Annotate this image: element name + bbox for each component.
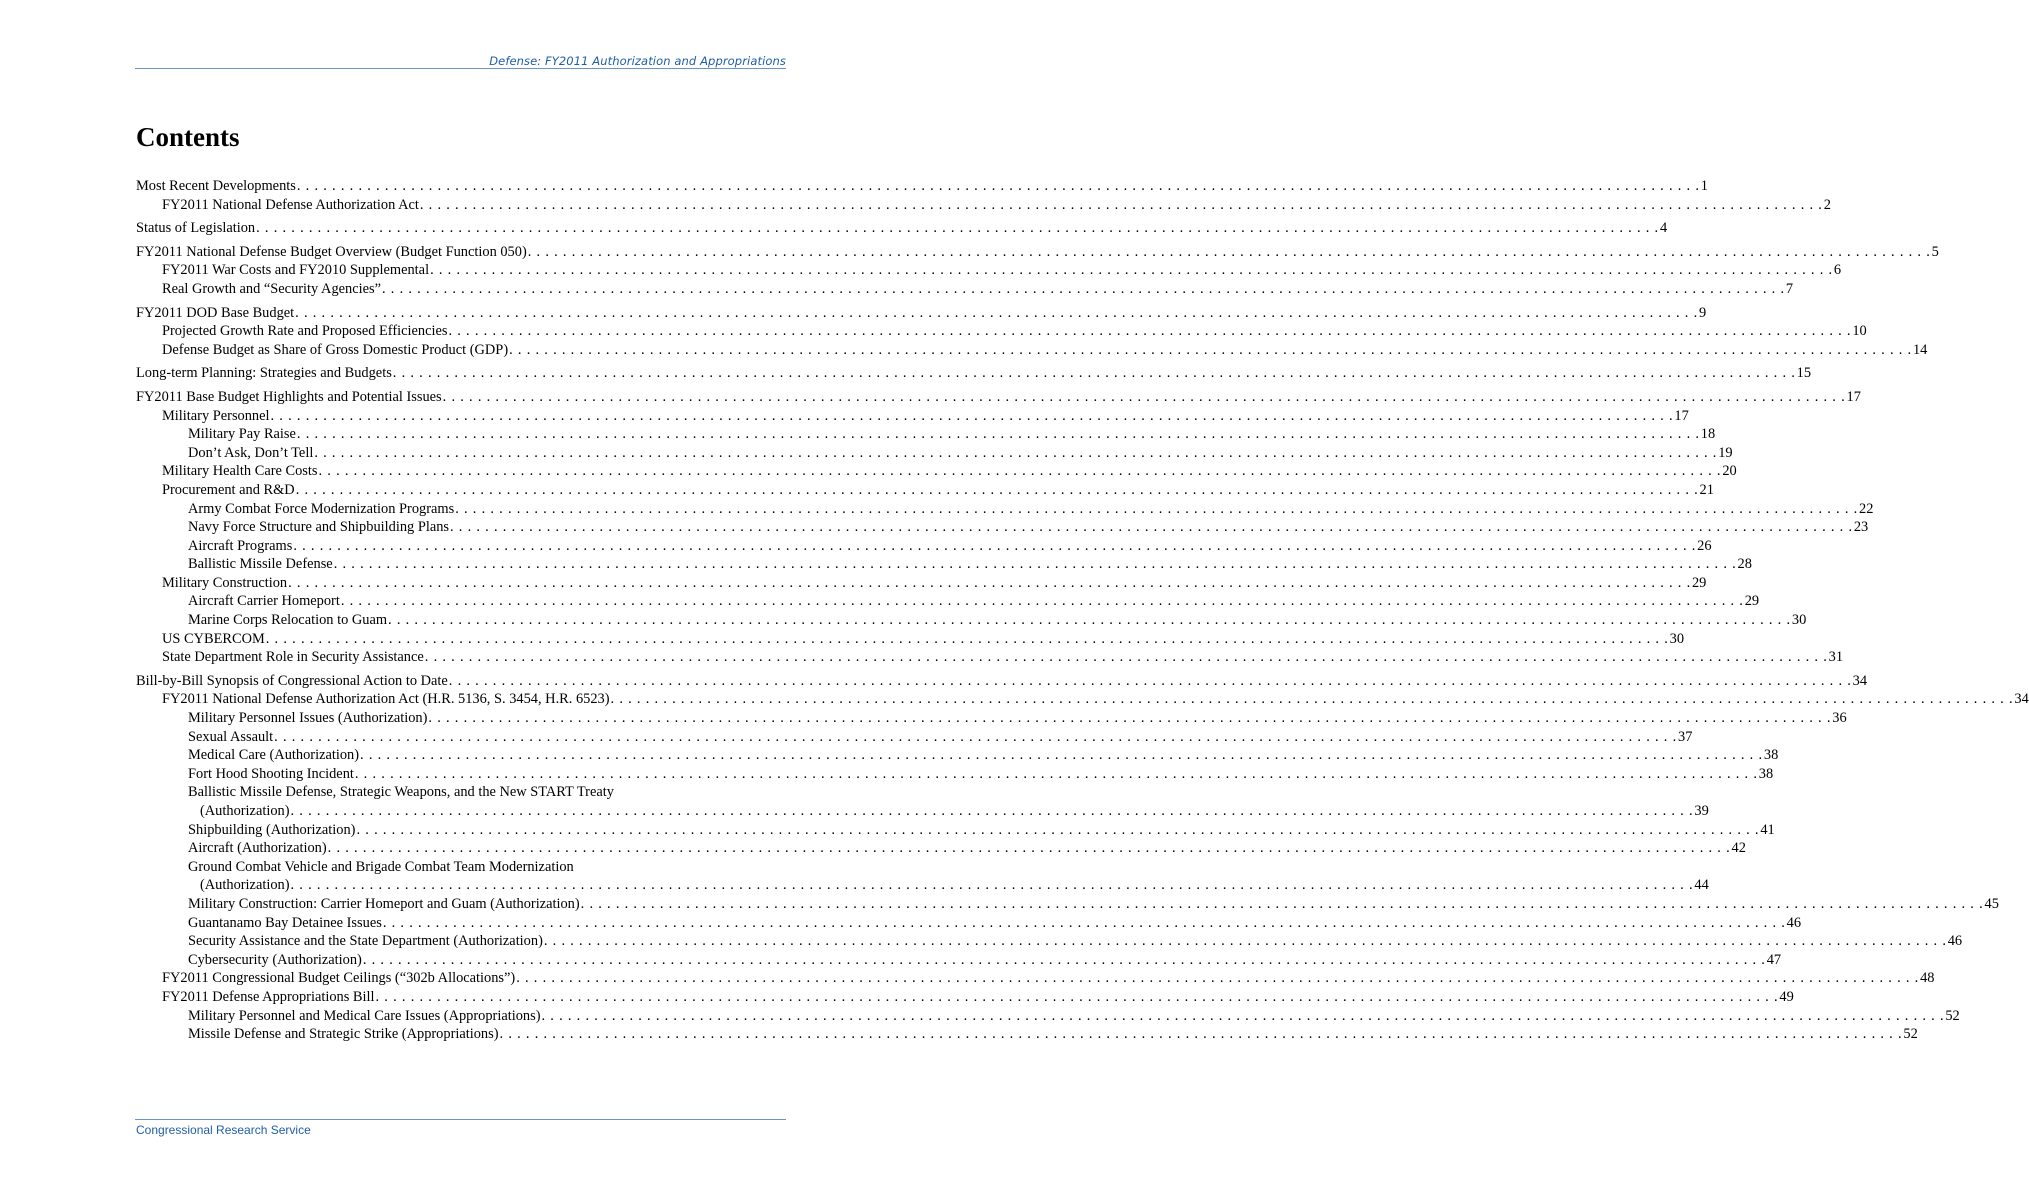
dot-leader: . . . . . . . . . . . . . . . . . . . . . . . . . . . . . . . . . . . . . . . . . . . . . . . . . . . . . . . . . . . . . . . . . . . . . . . . . . . . . . . . . . . . . . . . . . . . . . . . . . . . . . . . . . . . . . . . . . . . . . . . . . . . . . . . . . . . . . . . . . . . . . . . . . . . . . . . . . . . . . . . xyxy=(516,970,1920,987)
dot-leader: . . . . . . . . . . . . . . . . . . . . . . . . . . . . . . . . . . . . . . . . . . . . . . . . . . . . . . . . . . . . . . . . . . . . . . . . . . . . . . . . . . . . . . . . . . . . . . . . . . . . . . . . . . . . . . . . . . . . . . . . . . . . . . . . . . . . . . . . . . . . . . . . . . . . . . . . . . . . . . . . xyxy=(295,481,1699,498)
dot-leader: . . . . . . . . . . . . . . . . . . . . . . . . . . . . . . . . . . . . . . . . . . . . . . . . . . . . . . . . . . . . . . . . . . . . . . . . . . . . . . . . . . . . . . . . . . . . . . . . . . . . . . . . . . . . . . . . . . . . . . . . . . . . . . . . . . . . . . . . . . . . . . . . . . . . . . . . . . . . . . . . xyxy=(448,323,1852,340)
dot-leader: . . . . . . . . . . . . . . . . . . . . . . . . . . . . . . . . . . . . . . . . . . . . . . . . . . . . . . . . . . . . . . . . . . . . . . . . . . . . . . . . . . . . . . . . . . . . . . . . . . . . . . . . . . . . . . . . . . . . . . . . . . . . . . . . . . . . . . . . . . . . . . . . . . . . . . . . . . . . . . . . xyxy=(293,537,1697,554)
toc-page-number: 38 xyxy=(1758,765,1774,782)
toc-entry[interactable] xyxy=(136,914,1802,933)
toc-entry[interactable] xyxy=(136,364,1812,383)
toc-page-number: 20 xyxy=(1722,463,1737,480)
toc-entry[interactable] xyxy=(136,341,1928,360)
dot-leader: . . . . . . . . . . . . . . . . . . . . . . . . . . . . . . . . . . . . . . . . . . . . . . . . . . . . . . . . . . . . . . . . . . . . . . . . . . . . . . . . . . . . . . . . . . . . . . . . . . . . . . . . . . . . . . . . . . . . . . . . . . . . . . . . . . . . . . . . . . . . . . . . . . . . . . . . . . . . . . . . xyxy=(290,803,1694,819)
dot-leader: . . . . . . . . . . . . . . . . . . . . . . . . . . . . . . . . . . . . . . . . . . . . . . . . . . . . . . . . . . . . . . . . . . . . . . . . . . . . . . . . . . . . . . . . . . . . . . . . . . . . . . . . . . . . . . . . . . . . . . . . . . . . . . . . . . . . . . . . . . . . . . . . . . . . . . . . . . . . . . . . xyxy=(296,426,1700,443)
toc-page-number: 37 xyxy=(1678,728,1693,745)
toc-entry[interactable] xyxy=(136,518,1869,537)
toc-entry[interactable] xyxy=(136,988,1794,1007)
dot-leader: . . . . . . . . . . . . . . . . . . . . . . . . . . . . . . . . . . . . . . . . . . . . . . . . . . . . . . . . . . . . . . . . . . . . . . . . . . . . . . . . . . . . . . . . . . . . . . . . . . . . . . . . . . . . . . . . . . . . . . . . . . . . . . . . . . . . . . . . . . . . . . . . . . . . . . . . . . . . . . . . xyxy=(610,691,2014,708)
toc-entry-title: Aircraft (Authorization) xyxy=(188,840,327,857)
toc-entry[interactable] xyxy=(136,783,785,802)
footer-publisher: Congressional Research Service xyxy=(136,1123,311,1137)
toc-page-number: 19 xyxy=(1718,444,1733,461)
toc-entry-title: FY2011 National Defense Authorization Act xyxy=(162,196,419,213)
toc-page-number: 38 xyxy=(1763,747,1779,764)
toc-entry[interactable] xyxy=(136,858,785,877)
toc-entry[interactable] xyxy=(136,280,1794,299)
toc-entry-title: Cybersecurity (Authorization) xyxy=(188,951,362,968)
dot-leader: . . . . . . . . . . . . . . . . . . . . . . . . . . . . . . . . . . . . . . . . . . . . . . . . . . . . . . . . . . . . . . . . . . . . . . . . . . . . . . . . . . . . . . . . . . . . . . . . . . . . . . . . . . . . . . . . . . . . . . . . . . . . . . . . . . . . . . . . . . . . . . . . . . . . . . . . . . . . . . . . xyxy=(256,220,1659,237)
toc-page-number: 46 xyxy=(1786,914,1802,931)
toc-entry[interactable] xyxy=(136,709,1847,728)
toc-entry-title: Security Assistance and the State Department (Authorization) xyxy=(188,933,543,950)
toc-entry-title: FY2011 National Defense Budget Overview (Budget Function 050) xyxy=(136,243,527,260)
toc-entry[interactable] xyxy=(136,746,1779,765)
dot-leader: . . . . . . . . . . . . . . . . . . . . . . . . . . . . . . . . . . . . . . . . . . . . . . . . . . . . . . . . . . . . . . . . . . . . . . . . . . . . . . . . . . . . . . . . . . . . . . . . . . . . . . . . . . . . . . . . . . . . . . . . . . . . . . . . . . . . . . . . . . . . . . . . . . . . . . . . . . . . . . . . xyxy=(382,914,1786,931)
dot-leader: . . . . . . . . . . . . . . . . . . . . . . . . . . . . . . . . . . . . . . . . . . . . . . . . . . . . . . . . . . . . . . . . . . . . . . . . . . . . . . . . . . . . . . . . . . . . . . . . . . . . . . . . . . . . . . . . . . . . . . . . . . . . . . . . . . . . . . . . . . . . . . . . . . . . . . . . . . . . . . . . xyxy=(356,821,1760,838)
dot-leader: . . . . . . . . . . . . . . . . . . . . . . . . . . . . . . . . . . . . . . . . . . . . . . . . . . . . . . . . . . . . . . . . . . . . . . . . . . . . . . . . . . . . . . . . . . . . . . . . . . . . . . . . . . . . . . . . . . . . . . . . . . . . . . . . . . . . . . . . . . . . . . . . . . . . . . . . . . . . . . . . xyxy=(354,765,1758,782)
toc-entry-title: Don’t Ask, Don’t Tell xyxy=(188,444,314,461)
toc-entry[interactable] xyxy=(136,1025,1918,1044)
dot-leader: . . . . . . . . . . . . . . . . . . . . . . . . . . . . . . . . . . . . . . . . . . . . . . . . . . . . . . . . . . . . . . . . . . . . . . . . . . . . . . . . . . . . . . . . . . . . . . . . . . . . . . . . . . . . . . . . . . . . . . . . . . . . . . . . . . . . . . . . . . . . . . . . . . . . . . . . . . . . . . . . xyxy=(382,280,1785,297)
toc-page-number: 48 xyxy=(1920,970,1935,987)
toc-entry[interactable] xyxy=(136,969,1935,988)
toc-entry[interactable] xyxy=(136,177,1708,196)
toc-entry[interactable] xyxy=(136,537,1712,556)
toc-entry-continuation[interactable] xyxy=(136,802,1709,821)
toc-page-number: 17 xyxy=(1674,407,1689,424)
toc-page-number: 31 xyxy=(1828,649,1844,666)
running-header: Defense: FY2011 Authorization and Appropriations xyxy=(489,54,786,68)
toc-entry-title: Ballistic Missile Defense, Strategic Weapons, and the New START Treaty xyxy=(188,784,614,801)
toc-entry-title: Long-term Planning: Strategies and Budgets xyxy=(136,365,392,382)
toc-entry[interactable] xyxy=(136,388,1861,407)
toc-entry-title: Military Pay Raise xyxy=(188,426,296,443)
toc-page-number: 52 xyxy=(1945,1007,1960,1024)
dot-leader: . . . . . . . . . . . . . . . . . . . . . . . . . . . . . . . . . . . . . . . . . . . . . . . . . . . . . . . . . . . . . . . . . . . . . . . . . . . . . . . . . . . . . . . . . . . . . . . . . . . . . . . . . . . . . . . . . . . . . . . . . . . . . . . . . . . . . . . . . . . . . . . . . . . . . . . . . . . . . . . . xyxy=(580,895,1984,912)
toc-entry[interactable] xyxy=(136,839,1746,858)
toc-entry-title: Bill-by-Bill Synopsis of Congressional Action to Date xyxy=(136,672,448,689)
toc-entry[interactable] xyxy=(136,932,1963,951)
toc-page-number: 36 xyxy=(1832,710,1847,727)
toc-page-number: 29 xyxy=(1691,574,1707,591)
dot-leader: . . . . . . . . . . . . . . . . . . . . . . . . . . . . . . . . . . . . . . . . . . . . . . . . . . . . . . . . . . . . . . . . . . . . . . . . . . . . . . . . . . . . . . . . . . . . . . . . . . . . . . . . . . . . . . . . . . . . . . . . . . . . . . . . . . . . . . . . . . . . . . . . . . . . . . . . . . . . . . . . xyxy=(450,519,1853,536)
toc-entry[interactable] xyxy=(136,481,1714,500)
toc-entry-title: FY2011 DOD Base Budget xyxy=(136,304,295,321)
dot-leader: . . . . . . . . . . . . . . . . . . . . . . . . . . . . . . . . . . . . . . . . . . . . . . . . . . . . . . . . . . . . . . . . . . . . . . . . . . . . . . . . . . . . . . . . . . . . . . . . . . . . . . . . . . . . . . . . . . . . . . . . . . . . . . . . . . . . . . . . . . . . . . . . . . . . . . . . . . . . . . . . xyxy=(290,877,1694,894)
dot-leader: . . . . . . . . . . . . . . . . . . . . . . . . . . . . . . . . . . . . . . . . . . . . . . . . . . . . . . . . . . . . . . . . . . . . . . . . . . . . . . . . . . . . . . . . . . . . . . . . . . . . . . . . . . . . . . . . . . . . . . . . . . . . . . . . . . . . . . . . . . . . . . . . . . . . . . . . . . . . . . . . xyxy=(509,341,1912,358)
toc-entry[interactable] xyxy=(136,630,1685,649)
dot-leader: . . . . . . . . . . . . . . . . . . . . . . . . . . . . . . . . . . . . . . . . . . . . . . . . . . . . . . . . . . . . . . . . . . . . . . . . . . . . . . . . . . . . . . . . . . . . . . . . . . . . . . . . . . . . . . . . . . . . . . . . . . . . . . . . . . . . . . . . . . . . . . . . . . . . . . . . . . . . . . . . xyxy=(499,1026,1903,1043)
dot-leader: . . . . . . . . . . . . . . . . . . . . . . . . . . . . . . . . . . . . . . . . . . . . . . . . . . . . . . . . . . . . . . . . . . . . . . . . . . . . . . . . . . . . . . . . . . . . . . . . . . . . . . . . . . . . . . . . . . . . . . . . . . . . . . . . . . . . . . . . . . . . . . . . . . . . . . . . . . . . . . . . xyxy=(428,710,1832,727)
toc-entry-title: Army Combat Force Modernization Programs xyxy=(188,500,455,517)
toc-entry-title: Fort Hood Shooting Incident xyxy=(188,765,354,782)
toc-page-number: 34 xyxy=(1852,672,1868,689)
toc-entry-title: Ground Combat Vehicle and Brigade Combat Team Modernization xyxy=(188,858,574,875)
toc-entry-title: Missile Defense and Strategic Strike (Appropriations) xyxy=(188,1026,499,1043)
dot-leader: . . . . . . . . . . . . . . . . . . . . . . . . . . . . . . . . . . . . . . . . . . . . . . . . . . . . . . . . . . . . . . . . . . . . . . . . . . . . . . . . . . . . . . . . . . . . . . . . . . . . . . . . . . . . . . . . . . . . . . . . . . . . . . . . . . . . . . . . . . . . . . . . . . . . . . . . . . . . . . . . xyxy=(455,500,1859,517)
toc-entry[interactable] xyxy=(136,407,1689,426)
toc-page-number: 22 xyxy=(1859,500,1874,517)
contents-title: Contents xyxy=(136,122,240,152)
toc-entry[interactable] xyxy=(136,592,1760,611)
dot-leader: . . . . . . . . . . . . . . . . . . . . . . . . . . . . . . . . . . . . . . . . . . . . . . . . . . . . . . . . . . . . . . . . . . . . . . . . . . . . . . . . . . . . . . . . . . . . . . . . . . . . . . . . . . . . . . . . . . . . . . . . . . . . . . . . . . . . . . . . . . . . . . . . . . . . . . . . . . . . . . . . xyxy=(340,593,1744,610)
toc-page-number: 4 xyxy=(1659,220,1668,237)
dot-leader: . . . . . . . . . . . . . . . . . . . . . . . . . . . . . . . . . . . . . . . . . . . . . . . . . . . . . . . . . . . . . . . . . . . . . . . . . . . . . . . . . . . . . . . . . . . . . . . . . . . . . . . . . . . . . . . . . . . . . . . . . . . . . . . . . . . . . . . . . . . . . . . . . . . . . . . . . . . . . . . . xyxy=(274,728,1678,745)
toc-page-number: 6 xyxy=(1833,262,1842,279)
dot-leader: . . . . . . . . . . . . . . . . . . . . . . . . . . . . . . . . . . . . . . . . . . . . . . . . . . . . . . . . . . . . . . . . . . . . . . . . . . . . . . . . . . . . . . . . . . . . . . . . . . . . . . . . . . . . . . . . . . . . . . . . . . . . . . . . . . . . . . . . . . . . . . . . . . . . . . . . . . . . . . . . xyxy=(360,747,1763,764)
toc-entry-title: Aircraft Programs xyxy=(188,537,293,554)
toc-entry-title: FY2011 Defense Appropriations Bill xyxy=(162,988,375,1005)
toc-page-number: 14 xyxy=(1912,341,1928,358)
dot-leader: . . . . . . . . . . . . . . . . . . . . . . . . . . . . . . . . . . . . . . . . . . . . . . . . . . . . . . . . . . . . . . . . . . . . . . . . . . . . . . . . . . . . . . . . . . . . . . . . . . . . . . . . . . . . . . . . . . . . . . . . . . . . . . . . . . . . . . . . . . . . . . . . . . . . . . . . . . . . . . . . xyxy=(362,951,1766,968)
toc-entry[interactable] xyxy=(136,672,1868,691)
toc-entry-title: Ballistic Missile Defense xyxy=(188,556,333,573)
toc-entry[interactable] xyxy=(136,765,1774,784)
toc-page-number: 9 xyxy=(1699,304,1707,321)
toc-entry-title: Military Construction: Carrier Homeport and Guam (Authorization) xyxy=(188,895,580,912)
toc-page-number: 23 xyxy=(1853,519,1869,536)
toc-page-number: 17 xyxy=(1846,388,1861,405)
toc-entry-title: Marine Corps Relocation to Guam xyxy=(188,612,388,629)
toc-entry[interactable] xyxy=(136,462,1737,481)
toc-entry-continuation[interactable] xyxy=(136,876,1709,895)
toc-page-number: 26 xyxy=(1697,537,1712,554)
toc-entry[interactable] xyxy=(136,728,1693,747)
dot-leader: . . . . . . . . . . . . . . . . . . . . . . . . . . . . . . . . . . . . . . . . . . . . . . . . . . . . . . . . . . . . . . . . . . . . . . . . . . . . . . . . . . . . . . . . . . . . . . . . . . . . . . . . . . . . . . . . . . . . . . . . . . . . . . . . . . . . . . . . . . . . . . . . . . . . . . . . . . . . . . . . xyxy=(327,840,1731,857)
toc-page-number: 42 xyxy=(1731,840,1746,857)
dot-leader: . . . . . . . . . . . . . . . . . . . . . . . . . . . . . . . . . . . . . . . . . . . . . . . . . . . . . . . . . . . . . . . . . . . . . . . . . . . . . . . . . . . . . . . . . . . . . . . . . . . . . . . . . . . . . . . . . . . . . . . . . . . . . . . . . . . . . . . . . . . . . . . . . . . . . . . . . . . . . . . . xyxy=(543,933,1947,950)
toc-entry-title: Most Recent Developments xyxy=(136,178,296,194)
toc-entry-title: Military Personnel xyxy=(162,407,270,424)
toc-page-number: 52 xyxy=(1903,1026,1918,1043)
toc-entry[interactable] xyxy=(136,648,1844,667)
toc-entry[interactable] xyxy=(136,611,1807,630)
toc-entry[interactable] xyxy=(136,951,1782,970)
toc-page-number: 7 xyxy=(1785,280,1794,297)
toc-page-number: 46 xyxy=(1947,933,1963,950)
toc-entry-title-continued: (Authorization) xyxy=(200,803,290,819)
table-of-contents xyxy=(136,177,2029,1044)
toc-page-number: 45 xyxy=(1984,895,1999,912)
dot-leader: . . . . . . . . . . . . . . . . . . . . . . . . . . . . . . . . . . . . . . . . . . . . . . . . . . . . . . . . . . . . . . . . . . . . . . . . . . . . . . . . . . . . . . . . . . . . . . . . . . . . . . . . . . . . . . . . . . . . . . . . . . . . . . . . . . . . . . . . . . . . . . . . . . . . . . . . . . . . . . . . xyxy=(419,196,1823,213)
toc-entry-title: Sexual Assault xyxy=(188,728,274,745)
toc-entry-title: Defense Budget as Share of Gross Domestic Product (GDP) xyxy=(162,341,509,358)
toc-entry-title: Aircraft Carrier Homeport xyxy=(188,593,340,610)
toc-page-number: 10 xyxy=(1852,323,1867,340)
toc-page-number: 5 xyxy=(1931,243,1939,260)
dot-leader: . . . . . . . . . . . . . . . . . . . . . . . . . . . . . . . . . . . . . . . . . . . . . . . . . . . . . . . . . . . . . . . . . . . . . . . . . . . . . . . . . . . . . . . . . . . . . . . . . . . . . . . . . . . . . . . . . . . . . . . . . . . . . . . . . . . . . . . . . . . . . . . . . . . . . . . . . . . . . . . . xyxy=(392,365,1796,382)
toc-entry-title: Status of Legislation xyxy=(136,220,256,237)
footer-rule xyxy=(135,1119,786,1120)
toc-entry[interactable] xyxy=(136,219,1668,238)
dot-leader: . . . . . . . . . . . . . . . . . . . . . . . . . . . . . . . . . . . . . . . . . . . . . . . . . . . . . . . . . . . . . . . . . . . . . . . . . . . . . . . . . . . . . . . . . . . . . . . . . . . . . . . . . . . . . . . . . . . . . . . . . . . . . . . . . . . . . . . . . . . . . . . . . . . . . . . . . . . . . . . . xyxy=(333,556,1737,573)
toc-page-number: 44 xyxy=(1694,877,1709,894)
dot-leader: . . . . . . . . . . . . . . . . . . . . . . . . . . . . . . . . . . . . . . . . . . . . . . . . . . . . . . . . . . . . . . . . . . . . . . . . . . . . . . . . . . . . . . . . . . . . . . . . . . . . . . . . . . . . . . . . . . . . . . . . . . . . . . . . . . . . . . . . . . . . . . . . . . . . . . . . . . . . . . . . xyxy=(375,988,1779,1005)
dot-leader: . . . . . . . . . . . . . . . . . . . . . . . . . . . . . . . . . . . . . . . . . . . . . . . . . . . . . . . . . . . . . . . . . . . . . . . . . . . . . . . . . . . . . . . . . . . . . . . . . . . . . . . . . . . . . . . . . . . . . . . . . . . . . . . . . . . . . . . . . . . . . . . . . . . . . . . . . . . . . . . . xyxy=(541,1007,1945,1024)
dot-leader: . . . . . . . . . . . . . . . . . . . . . . . . . . . . . . . . . . . . . . . . . . . . . . . . . . . . . . . . . . . . . . . . . . . . . . . . . . . . . . . . . . . . . . . . . . . . . . . . . . . . . . . . . . . . . . . . . . . . . . . . . . . . . . . . . . . . . . . . . . . . . . . . . . . . . . . . . . . . . . . . xyxy=(388,612,1791,629)
toc-entry-title: State Department Role in Security Assistance xyxy=(162,649,424,666)
toc-entry-title: Procurement and R&D xyxy=(162,481,295,498)
toc-entry[interactable] xyxy=(136,425,1716,444)
toc-entry[interactable] xyxy=(136,196,1831,215)
toc-entry-title: US CYBERCOM xyxy=(162,630,265,647)
toc-entry[interactable] xyxy=(136,1007,1960,1026)
dot-leader: . . . . . . . . . . . . . . . . . . . . . . . . . . . . . . . . . . . . . . . . . . . . . . . . . . . . . . . . . . . . . . . . . . . . . . . . . . . . . . . . . . . . . . . . . . . . . . . . . . . . . . . . . . . . . . . . . . . . . . . . . . . . . . . . . . . . . . . . . . . . . . . . . . . . . . . . . . . . . . . . xyxy=(448,672,1852,689)
toc-page-number: 47 xyxy=(1766,951,1782,968)
dot-leader: . . . . . . . . . . . . . . . . . . . . . . . . . . . . . . . . . . . . . . . . . . . . . . . . . . . . . . . . . . . . . . . . . . . . . . . . . . . . . . . . . . . . . . . . . . . . . . . . . . . . . . . . . . . . . . . . . . . . . . . . . . . . . . . . . . . . . . . . . . . . . . . . . . . . . . . . . . . . . . . . xyxy=(430,262,1833,279)
toc-entry[interactable] xyxy=(136,895,1999,914)
toc-entry-title: FY2011 National Defense Authorization Act (H.R. 5136, S. 3454, H.R. 6523) xyxy=(162,691,610,708)
toc-entry[interactable] xyxy=(136,690,2029,709)
toc-entry[interactable] xyxy=(136,444,1733,463)
toc-entry-title: Military Personnel Issues (Authorization) xyxy=(188,710,428,727)
toc-entry-title: Projected Growth Rate and Proposed Efficiencies xyxy=(162,323,448,340)
toc-entry-title: Military Construction xyxy=(162,574,288,591)
toc-page-number: 18 xyxy=(1700,426,1716,443)
toc-entry-title: Guantanamo Bay Detainee Issues xyxy=(188,914,382,931)
toc-page-number: 15 xyxy=(1796,365,1812,382)
toc-entry-title: FY2011 Congressional Budget Ceilings (“302b Allocations”) xyxy=(162,970,516,987)
toc-entry[interactable] xyxy=(136,322,1867,341)
toc-entry[interactable] xyxy=(136,500,1874,519)
toc-entry[interactable] xyxy=(136,821,1775,840)
toc-page-number: 30 xyxy=(1791,612,1807,629)
toc-entry-title: Shipbuilding (Authorization) xyxy=(188,821,356,838)
toc-page-number: 28 xyxy=(1737,556,1752,573)
toc-entry[interactable] xyxy=(136,243,1939,262)
toc-entry-title: Real Growth and “Security Agencies” xyxy=(162,280,381,297)
toc-page-number: 41 xyxy=(1760,821,1775,838)
toc-entry-title: FY2011 Base Budget Highlights and Potential Issues xyxy=(136,388,442,405)
toc-page-number: 34 xyxy=(2014,691,2029,708)
dot-leader: . . . . . . . . . . . . . . . . . . . . . . . . . . . . . . . . . . . . . . . . . . . . . . . . . . . . . . . . . . . . . . . . . . . . . . . . . . . . . . . . . . . . . . . . . . . . . . . . . . . . . . . . . . . . . . . . . . . . . . . . . . . . . . . . . . . . . . . . . . . . . . . . . . . . . . . . . . . . . . . . xyxy=(288,574,1691,591)
dot-leader: . . . . . . . . . . . . . . . . . . . . . . . . . . . . . . . . . . . . . . . . . . . . . . . . . . . . . . . . . . . . . . . . . . . . . . . . . . . . . . . . . . . . . . . . . . . . . . . . . . . . . . . . . . . . . . . . . . . . . . . . . . . . . . . . . . . . . . . . . . . . . . . . . . . . . . . . . . . . . . . . xyxy=(527,243,1931,260)
dot-leader: . . . . . . . . . . . . . . . . . . . . . . . . . . . . . . . . . . . . . . . . . . . . . . . . . . . . . . . . . . . . . . . . . . . . . . . . . . . . . . . . . . . . . . . . . . . . . . . . . . . . . . . . . . . . . . . . . . . . . . . . . . . . . . . . . . . . . . . . . . . . . . . . . . . . . . . . . . . . . . . . xyxy=(442,388,1846,405)
toc-entry[interactable] xyxy=(136,574,1707,593)
toc-entry-title: Medical Care (Authorization) xyxy=(188,747,360,764)
dot-leader: . . . . . . . . . . . . . . . . . . . . . . . . . . . . . . . . . . . . . . . . . . . . . . . . . . . . . . . . . . . . . . . . . . . . . . . . . . . . . . . . . . . . . . . . . . . . . . . . . . . . . . . . . . . . . . . . . . . . . . . . . . . . . . . . . . . . . . . . . . . . . . . . . . . . . . . . . . . . . . . . xyxy=(295,304,1699,321)
toc-entry[interactable] xyxy=(136,555,1752,574)
toc-page-number: 39 xyxy=(1694,803,1709,819)
dot-leader: . . . . . . . . . . . . . . . . . . . . . . . . . . . . . . . . . . . . . . . . . . . . . . . . . . . . . . . . . . . . . . . . . . . . . . . . . . . . . . . . . . . . . . . . . . . . . . . . . . . . . . . . . . . . . . . . . . . . . . . . . . . . . . . . . . . . . . . . . . . . . . . . . . . . . . . . . . . . . . . . xyxy=(265,630,1669,647)
dot-leader: . . . . . . . . . . . . . . . . . . . . . . . . . . . . . . . . . . . . . . . . . . . . . . . . . . . . . . . . . . . . . . . . . . . . . . . . . . . . . . . . . . . . . . . . . . . . . . . . . . . . . . . . . . . . . . . . . . . . . . . . . . . . . . . . . . . . . . . . . . . . . . . . . . . . . . . . . . . . . . . . xyxy=(270,407,1674,424)
toc-entry[interactable] xyxy=(136,261,1842,280)
toc-page-number: 49 xyxy=(1779,988,1794,1005)
toc-page-number: 29 xyxy=(1744,593,1760,610)
toc-entry-title: Military Health Care Costs xyxy=(162,463,318,480)
dot-leader: . . . . . . . . . . . . . . . . . . . . . . . . . . . . . . . . . . . . . . . . . . . . . . . . . . . . . . . . . . . . . . . . . . . . . . . . . . . . . . . . . . . . . . . . . . . . . . . . . . . . . . . . . . . . . . . . . . . . . . . . . . . . . . . . . . . . . . . . . . . . . . . . . . . . . . . . . . . . . . . . xyxy=(424,649,1828,666)
toc-page-number: 21 xyxy=(1699,481,1714,498)
toc-page-number: 1 xyxy=(1700,178,1708,194)
dot-leader: . . . . . . . . . . . . . . . . . . . . . . . . . . . . . . . . . . . . . . . . . . . . . . . . . . . . . . . . . . . . . . . . . . . . . . . . . . . . . . . . . . . . . . . . . . . . . . . . . . . . . . . . . . . . . . . . . . . . . . . . . . . . . . . . . . . . . . . . . . . . . . . . . . . . . . . . . . . . . . . . xyxy=(296,178,1700,194)
toc-page-number: 30 xyxy=(1669,630,1685,647)
toc-entry-title-continued: (Authorization) xyxy=(200,877,290,894)
toc-entry-title: FY2011 War Costs and FY2010 Supplemental xyxy=(162,262,430,279)
dot-leader: . . . . . . . . . . . . . . . . . . . . . . . . . . . . . . . . . . . . . . . . . . . . . . . . . . . . . . . . . . . . . . . . . . . . . . . . . . . . . . . . . . . . . . . . . . . . . . . . . . . . . . . . . . . . . . . . . . . . . . . . . . . . . . . . . . . . . . . . . . . . . . . . . . . . . . . . . . . . . . . . xyxy=(314,444,1718,461)
toc-entry-title: Navy Force Structure and Shipbuilding Plans xyxy=(188,519,449,536)
toc-entry[interactable] xyxy=(136,304,1707,323)
toc-entry-title: Military Personnel and Medical Care Issues (Appropriations) xyxy=(188,1007,541,1024)
toc-page-number: 2 xyxy=(1823,196,1831,213)
header-rule xyxy=(135,68,786,69)
dot-leader: . . . . . . . . . . . . . . . . . . . . . . . . . . . . . . . . . . . . . . . . . . . . . . . . . . . . . . . . . . . . . . . . . . . . . . . . . . . . . . . . . . . . . . . . . . . . . . . . . . . . . . . . . . . . . . . . . . . . . . . . . . . . . . . . . . . . . . . . . . . . . . . . . . . . . . . . . . . . . . . . xyxy=(318,463,1722,480)
